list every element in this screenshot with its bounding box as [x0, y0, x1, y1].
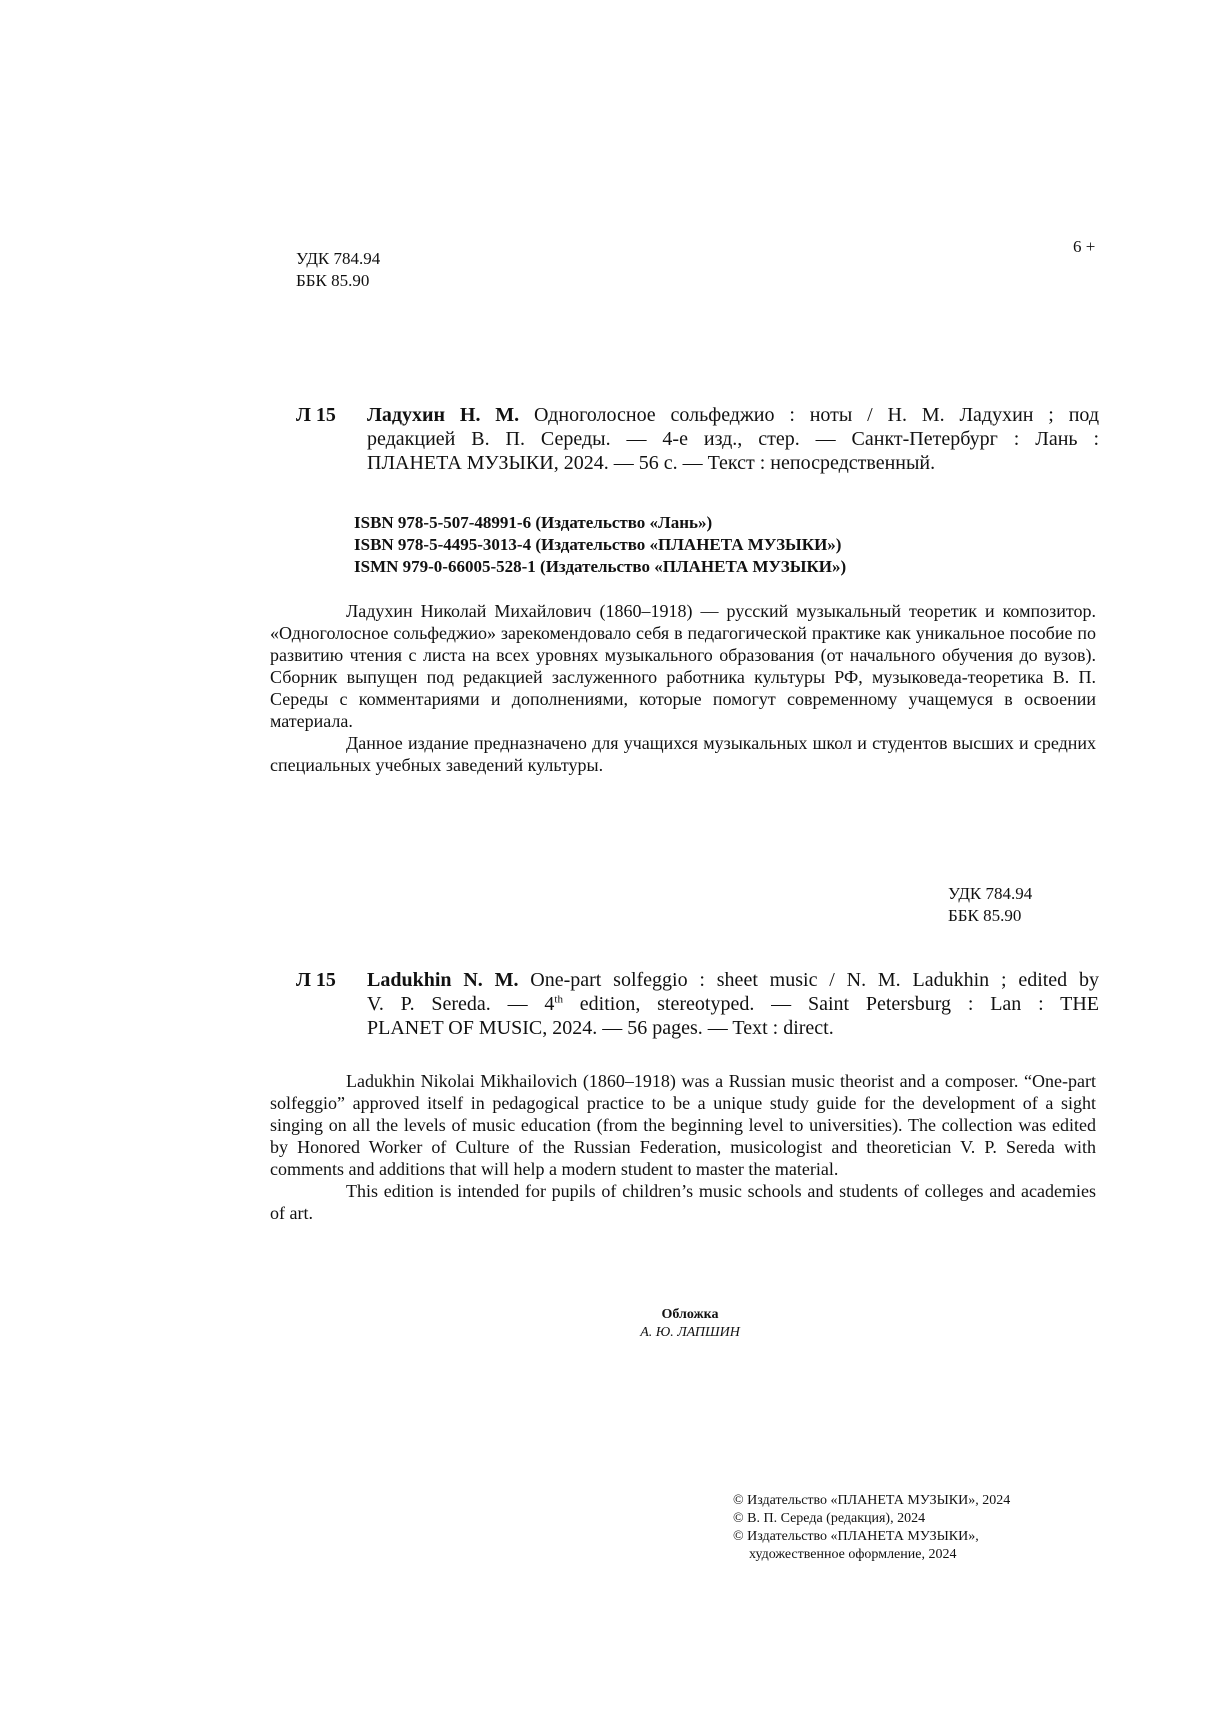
ordinal-suffix: th [554, 993, 563, 1006]
mid-classification-codes [948, 883, 1032, 927]
bbk-code: ББК 85.90 [296, 271, 370, 290]
isbn-lan: ISBN 978-5-507-48991-6 (Издательство «Лань») [354, 513, 713, 532]
ru-annotation-paragraph: Ладухин Николай Михайлович (1860–1918) — русский музыкальный теоретик и композитор. «Одноголосное сольфеджио» зарекомендовало себя в педагогической практике как уникальное пособие по развитию чтения с листа на всех уровнях музыкального образования (от начального обучения до вузов). Сборник выпущен под редакцией заслуженного работника культуры РФ, музыковеда-теоретика В. П. Середы с комментариями и дополнениями, которые помогут современному учащемуся в освоении материала. [270, 601, 1096, 731]
ru-annotation [270, 600, 1096, 776]
identifiers-block [354, 512, 846, 578]
copyright-line-continuation: художественное оформление, 2024 [749, 1547, 957, 1562]
top-classification-codes [296, 248, 380, 292]
ru-entry-body [367, 403, 1099, 475]
ru-entry-line-3: ПЛАНЕТА МУЗЫКИ, 2024. — 56 с. — Текст : непосредственный. [367, 452, 936, 474]
en-title: One-part solfeggio : sheet music / N. M. Ladukhin ; edited by [518, 969, 1099, 991]
isbn-planeta: ISBN 978-5-4495-3013-4 (Издательство «ПЛАНЕТА МУЗЫКИ») [354, 535, 842, 554]
en-bibliographic-entry [296, 968, 1106, 1048]
en-annotation-paragraph: This edition is intended for pupils of children’s music schools and students of colleges and academies of art. [270, 1181, 1096, 1223]
author-mark: Л 15 [296, 969, 336, 991]
en-entry-line-2-text: V. P. Sereda. — 4 [367, 993, 555, 1015]
ru-author: Ладухин Н. М. [367, 404, 520, 426]
cover-artist: А. Ю. ЛАПШИН [640, 1325, 740, 1340]
en-author: Ladukhin N. M. [367, 969, 519, 991]
author-mark: Л 15 [296, 404, 336, 426]
copyright-block [733, 1492, 1010, 1564]
en-annotation [270, 1070, 1096, 1224]
cover-credit [560, 1306, 820, 1342]
ismn-planeta: ISMN 979-0-66005-528-1 (Издательство «ПЛАНЕТА МУЗЫКИ») [354, 557, 847, 576]
en-entry-line-2-rest: edition, stereotyped. — Saint Petersburg : Lan : THE [562, 993, 1099, 1015]
ru-bibliographic-entry [296, 403, 1106, 483]
en-entry-line-1 [367, 968, 1099, 992]
age-rating: 6 + [1073, 237, 1096, 256]
bbk-code: ББК 85.90 [948, 906, 1022, 925]
udk-code: УДК 784.94 [948, 884, 1033, 903]
ru-title: Одноголосное сольфеджио : ноты / Н. М. Ладухин ; под [519, 404, 1099, 426]
copyright-line: © Издательство «ПЛАНЕТА МУЗЫКИ», 2024 [733, 1493, 1011, 1508]
ru-entry-line-2: редакцией В. П. Середы. — 4-е изд., стер. — Санкт-Петербург : Лань : [367, 428, 1099, 450]
en-entry-body [367, 968, 1099, 1040]
en-entry-line-3: PLANET OF MUSIC, 2024. — 56 pages. — Text : direct. [367, 1017, 834, 1039]
ru-annotation-paragraph: Данное издание предназначено для учащихся музыкальных школ и студентов высших и средних специальных учебных заведений культуры. [270, 733, 1096, 775]
ru-entry-line-1 [367, 403, 1099, 427]
en-annotation-paragraph: Ladukhin Nikolai Mikhailovich (1860–1918) was a Russian music theorist and a composer. “One-part solfeggio” approved itself in pedagogical practice to be a unique study guide for the development of a sight singing on all the levels of music education (from the beginning level to universities). The collection was edited by Honored Worker of Culture of the Russian Federation, musicologist and theoretician V. P. Sereda with comments and additions that will help a modern student to master the material. [270, 1071, 1096, 1179]
udk-code: УДК 784.94 [296, 249, 381, 268]
copyright-line: © Издательство «ПЛАНЕТА МУЗЫКИ», [733, 1529, 979, 1544]
cover-title: Обложка [661, 1307, 719, 1322]
copyright-line: © В. П. Середа (редакция), 2024 [733, 1511, 926, 1526]
en-entry-line-2 [367, 992, 1099, 1016]
